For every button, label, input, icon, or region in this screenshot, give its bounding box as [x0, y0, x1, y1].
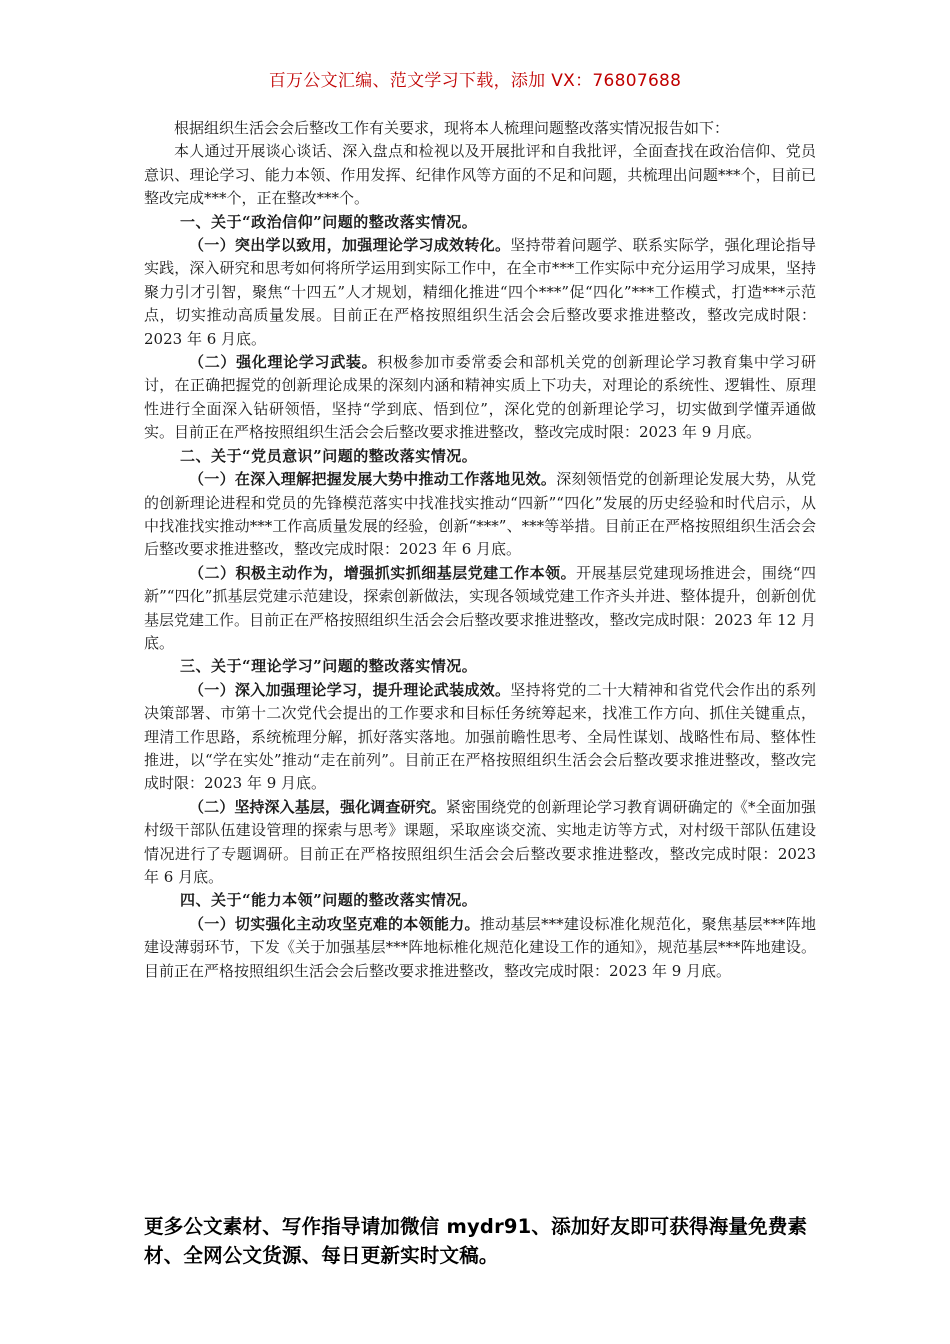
- point-paragraph: [144, 351, 816, 445]
- point-lead: （二）坚持深入基层，强化调查研究。: [189, 797, 446, 816]
- point-body: 深刻领悟党的创新理论发展大势，从党的创新理论进程和党员的先锋模范落实中找准找实推动“四新”“四化”发展的历史经验和时代启示，从中找准找实推动***工作高质量发展的经验，创新“***”、***等举措。目前正在严格按照组织生活会会后整改要求推进整改，整改完成时限：2023 年 6 月底。: [144, 470, 816, 559]
- point-lead: （一）深入加强理论学习，提升理论武装成效。: [189, 680, 511, 699]
- intro-paragraph: 根据组织生活会会后整改工作有关要求，现将本人梳理问题整改落实情况报告如下：: [174, 119, 730, 137]
- point-body: 坚持将党的二十大精神和省党代会作出的系列决策部署、市第十二次党代会提出的工作要求和目标任务统筹起来，找准工作方向、抓住关键重点，理清工作思路，系统梳理分解，抓好落实落地。加强前瞻性思考、全局性谋划、战略性布局、整体性推进，以“学在实处”推动“走在前列”。目前正在严格按照组织生活会会后整改要求推进整改，整改完成时限：2023 年 9 月底。: [144, 680, 816, 793]
- point-body: 推动基层***建设标准化规范化，聚焦基层***阵地建设薄弱环节，下发《关于加强基层***阵地标椎化规范化建设工作的通知》，规范基层***阵地建设。目前正在严格按照组织生活会会后整改要求推进整改，整改完成时限：2023 年 9 月底。: [144, 914, 816, 980]
- section-heading: 一、关于“政治信仰”问题的整改落实情况。: [180, 212, 478, 231]
- point-paragraph: [144, 913, 816, 983]
- section-heading: 三、关于“理论学习”问题的整改落实情况。: [180, 657, 478, 676]
- point-lead: （二）强化理论学习武装。: [189, 353, 378, 372]
- point-body: 积极参加市委常委会和部机关党的创新理论学习教育集中学习研讨，在正确把握党的创新理论成果的深刻内涵和精神实质上下功夫，对理论的系统性、逻辑性、原理性进行全面深入钻研领悟，坚持“学到底、悟到位”，深化党的创新理论学习，切实做到学懂弄通做实。目前正在严格按照组织生活会会后整改要求推进整改，整改完成时限：2023 年 9 月底。: [144, 353, 816, 442]
- point-paragraph: [144, 796, 816, 890]
- point-paragraph: [144, 562, 816, 656]
- point-lead: （一）在深入理解把握发展大势中推动工作落地见效。: [189, 470, 557, 489]
- point-lead: （一）切实强化主动攻坚克难的本领能力。: [189, 914, 480, 933]
- document-body: [144, 117, 816, 983]
- point-paragraph: [144, 679, 816, 796]
- point-paragraph: [144, 234, 816, 351]
- summary-paragraph: 本人通过开展谈心谈话、深入盘点和检视以及开展批评和自我批评，全面查找在政治信仰、党员意识、理论学习、能力本领、作用发挥、纪律作风等方面的不足和问题，共梳理出问题***个，目前已整改完成***个，正在整改***个。: [144, 142, 816, 208]
- point-lead: （二）积极主动作为，增强抓实抓细基层党建工作本领。: [189, 563, 577, 582]
- point-paragraph: [144, 468, 816, 562]
- point-lead: （一）突出学以致用，加强理论学习成效转化。: [189, 236, 511, 255]
- header-banner: 百万公文汇编、范文学习下载，添加 VX：76807688: [268, 71, 682, 91]
- footer-promo: 更多公文素材、写作指导请加微信 mydr91、添加好友即可获得海量免费素材、全网公文货源、每日更新实时文稿。: [144, 1215, 808, 1267]
- section-heading: 四、关于“能力本领”问题的整改落实情况。: [180, 891, 478, 910]
- point-body: 紧密围绕党的创新理论学习教育调研确定的《*全面加强村级干部队伍建设管理的探索与思考》课题，采取座谈交流、实地走访等方式，对村级干部队伍建设情况进行了专题调研。目前正在严格按照组织生活会会后整改要求推进整改，整改完成时限：2023 年 6 月底。: [144, 797, 816, 886]
- point-body: 开展基层党建现场推进会，围绕“四新”“四化”抓基层党建示范建设，探索创新做法，实现各领域党建工作齐头并进、整体提升，创新创优基层党建工作。目前正在严格按照组织生活会会后整改要求推进整改，整改完成时限：2023 年 12 月底。: [144, 563, 816, 652]
- section-heading: 二、关于“党员意识”问题的整改落实情况。: [180, 446, 478, 465]
- point-body: 坚持带着问题学、联系实际学，强化理论指导实践，深入研究和思考如何将所学运用到实际工作中，在全市***工作实际中充分运用学习成果，坚持聚力引才引智，聚焦“十四五”人才规划，精细化推进“四个***”促“四化”***工作模式，打造***示范点，切实推动高质量发展。目前正在严格按照组织生活会会后整改要求推进整改，整改完成时限：2023 年 6 月底。: [144, 236, 816, 348]
